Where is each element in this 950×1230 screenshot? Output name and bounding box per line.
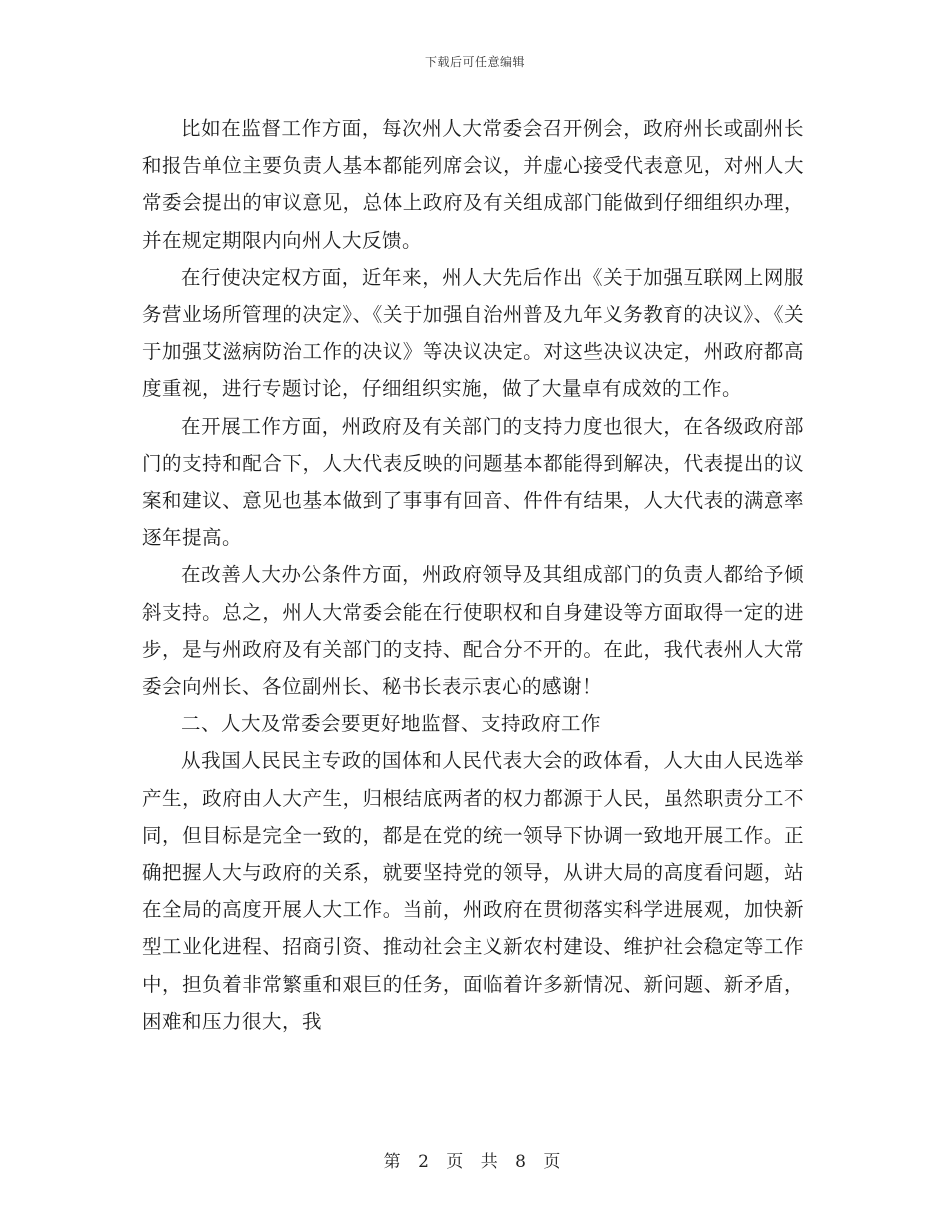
page-number: 第 2 页 共 8 页 — [383, 1152, 567, 1172]
paragraph-office-conditions: 在改善人大办公条件方面，州政府领导及其组成部门的负责人都给予倾斜支持。总之，州人大常委会能在行使职权和自身建设等方面取得一定的进步，是与州政府及有关部门的支持、配合分不开的。在此，我代表州人大常委会向州长、各位副州长、秘书长表示衷心的感谢！ — [142, 563, 804, 699]
document-body — [142, 110, 804, 1040]
paragraph-work-support: 在开展工作方面，州政府及有关部门的支持力度也很大，在各级政府部门的支持和配合下，人大代表反映的问题基本都能得到解决，代表提出的议案和建议、意见也基本做到了事事有回音、件件有结果，人大代表的满意率逐年提高。 — [142, 414, 804, 550]
section-heading: 二、人大及常委会要更好地监督、支持政府工作 — [181, 712, 602, 736]
paragraph-decision-power: 在行使决定权方面，近年来，州人大先后作出《关于加强互联网上网服务营业场所管理的决定》、《关于加强自治州普及九年义务教育的决议》、《关于加强艾滋病防治工作的决议》等决议决定。对这些决议决定，州政府都高度重视，进行专题讨论，仔细组织实施，做了大量卓有成效的工作。 — [142, 265, 804, 401]
page-header: 下载后可任意编辑 — [424, 55, 525, 69]
paragraph-supervision: 比如在监督工作方面，每次州人大常委会召开例会，政府州长或副州长和报告单位主要负责人基本都能列席会议，并虚心接受代表意见，对州人大常委会提出的审议意见，总体上政府及有关组成部门能做到仔细组织办理，并在规定期限内向州人大反馈。 — [142, 117, 804, 252]
paragraph-relationship: 从我国人民民主专政的国体和人民代表大会的政体看，人大由人民选举产生，政府由人大产生，归根结底两者的权力都源于人民，虽然职责分工不同，但目标是完全一致的，都是在党的统一领导下协调一致地开展工作。正确把握人大与政府的关系，就要坚持党的领导，从讲大局的高度看问题，站在全局的高度开展人大工作。当前，州政府在贯彻落实科学进展观，加快新型工业化进程、招商引资、推动社会主义新农村建设、维护社会稳定等工作中，担负着非常繁重和艰巨的任务，面临着许多新情况、新问题、新矛盾，困难和压力很大，我 — [142, 749, 804, 1033]
